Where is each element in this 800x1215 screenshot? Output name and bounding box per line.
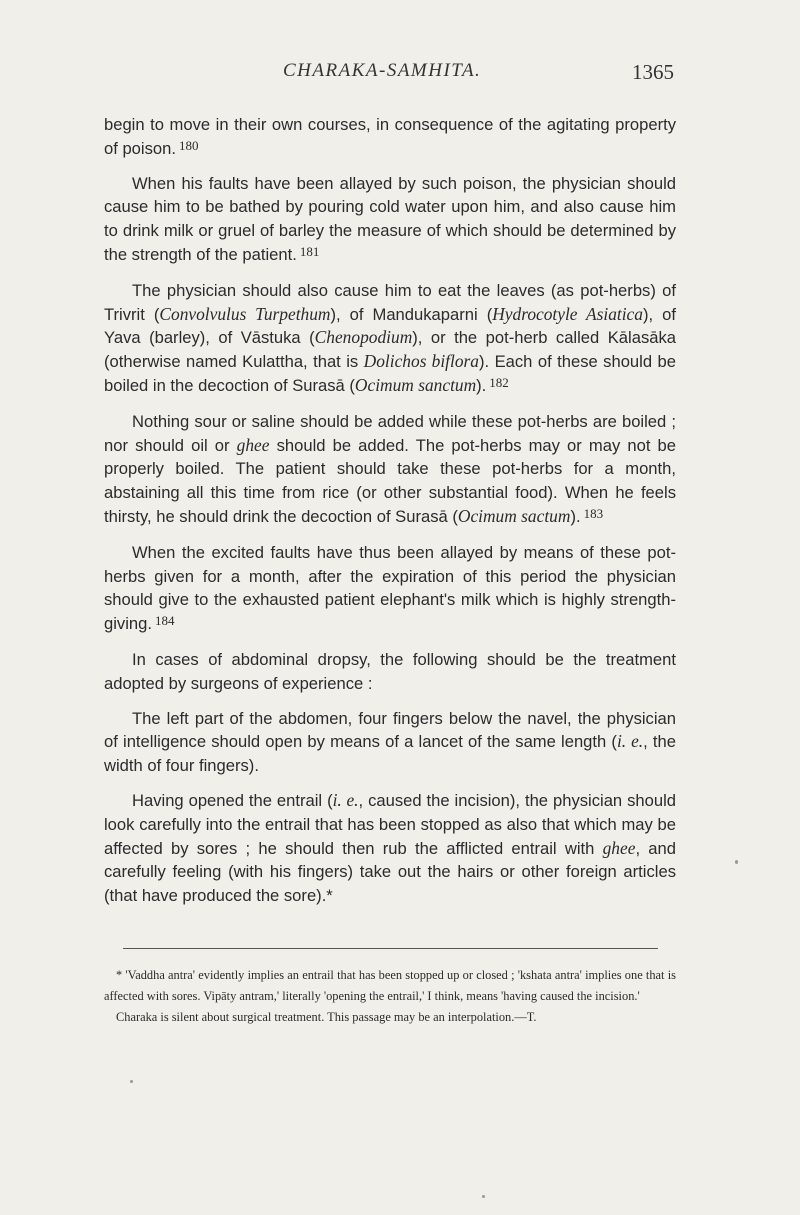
paragraph-183: Nothing sour or saline should be added while these pot-herbs are boiled ; nor should oil or ghee should be added. The pot-herbs may or may not be properly boiled. The patient should take these pot-herbs for a month, abstaining all this time from rice (or other substantial food). When he feels thirsty, he should drink the decoction of Surasā (Ocimum sactum). $^{183}$ [104, 411, 676, 526]
italic-term: i. e. [332, 789, 359, 810]
verse-number: 183 [583, 505, 604, 521]
paper-speck [130, 1080, 133, 1083]
italic-term: i. e. [616, 731, 644, 752]
footnotes [104, 965, 676, 1028]
italic-term: ghee [236, 434, 270, 455]
paragraph-181: When his faults have been allayed by such poison, the physician should cause him to be bathed by pouring cold water upon him, and also cause him to drink milk or gruel of barley the measure of which should be determined by the strength of the patient. $^{181}$ [104, 173, 676, 264]
paper-speck [735, 860, 738, 864]
verse-number: 180 [178, 137, 199, 153]
paragraph-180: begin to move in their own courses, in consequence of the agitating property of poison. $^{180}$ [104, 115, 676, 158]
botanical-name: Chenopodium [314, 327, 413, 348]
paragraph-182: The physician should also cause him to eat the leaves (as pot-herbs) of Trivrit (Convolvulus Turpethum), of Mandukaparni (Hydrocotyle Asiatica), of Yava (barley), of Vāstuka (Chenopodium), or the pot-herb called Kālasāka (otherwise named Kulattha, that is Dolichos biflora). Each of these should be boiled in the decoction of Surasā (Ocimum sanctum). $^{182}$ [104, 280, 676, 395]
botanical-name: Dolichos biflora [363, 351, 479, 372]
botanical-name: Ocimum sactum [457, 505, 571, 526]
botanical-name: Ocimum sanctum [354, 374, 477, 395]
paragraph-dropsy: In cases of abdominal dropsy, the following should be the treatment adopted by surgeons of experience : [104, 649, 676, 693]
page-number: 1365 [632, 60, 674, 84]
verse-number: 184 [154, 613, 175, 629]
footnote-1: * 'Vaddha antra' evidently implies an entrail that has been stopped up or closed ; 'kshata antra' implies one that is affected with sores. Vipāty antram,' literally 'opening the entrail,' I think, means 'having caused the incision.' [104, 968, 676, 1003]
page-header [0, 60, 800, 90]
verse-number: 182 [489, 374, 509, 390]
botanical-name: Convolvulus Turpethum [159, 303, 331, 324]
footnote-divider [123, 948, 658, 949]
paragraph-184: When the excited faults have thus been allayed by means of these pot-herbs given for a month, after the expiration of this period the physician should give to the exhausted patient elephant's milk which is highly strength-giving. $^{184}$ [104, 542, 676, 634]
paper-speck [482, 1195, 485, 1198]
verse-number: 181 [299, 243, 320, 259]
botanical-name: Hydrocotyle Asiatica [492, 303, 643, 324]
paragraph-incision: The left part of the abdomen, four fingers below the navel, the physician of intelligence should open by means of a lancet of the same length (i. e., the width of four fingers). [104, 708, 677, 776]
main-text [104, 113, 676, 919]
italic-term: ghee [602, 837, 636, 858]
footnote-2: Charaka is silent about surgical treatment. This passage may be an interpolation.—T. [116, 1010, 537, 1024]
paragraph-entrail: Having opened the entrail (i. e., caused the incision), the physician should look carefully into the entrail that has been stopped as also that which may be affected by sores ; he should then rub the afflicted entrail with ghee, and carefully feeling (with his fingers) take out the hairs or other foreign articles (that have produced the sore).* [104, 789, 677, 906]
running-title: CHARAKA-SAMHITA. [283, 60, 482, 81]
